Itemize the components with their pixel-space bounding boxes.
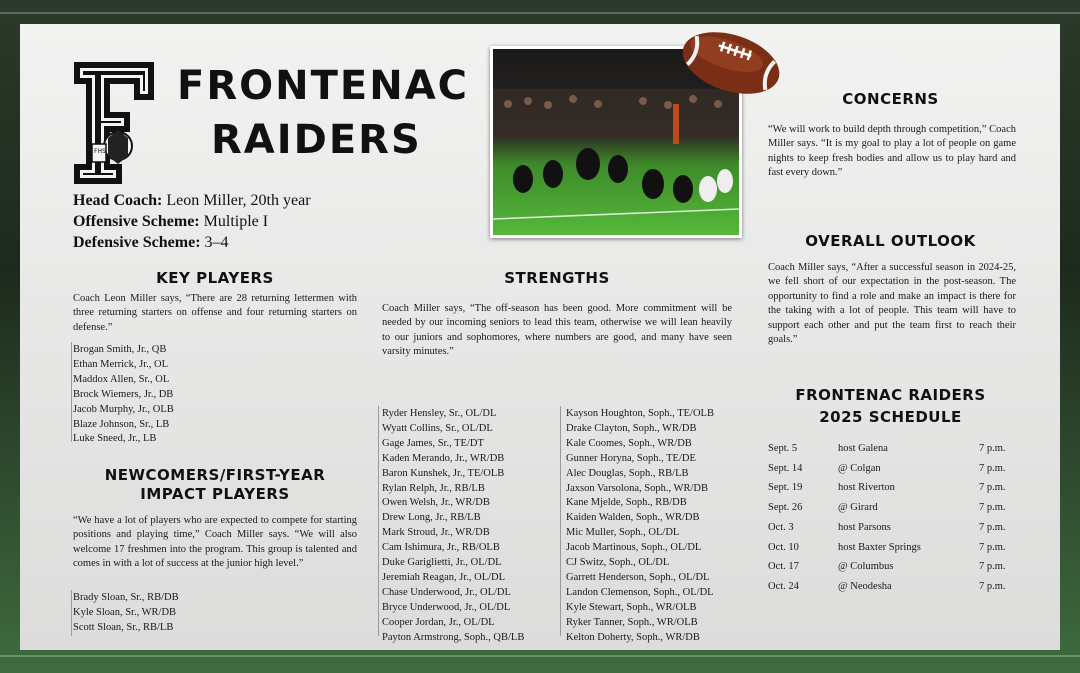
schedule-row [768,443,1013,463]
schedule-row [768,581,1013,601]
schedule-time: 7 p.m. [979,482,1006,494]
player-list-item: Cam Ishimura, Jr., RB/OLB [382,542,500,554]
player-list-item: Blaze Johnson, Sr., LB [73,418,170,430]
player-list-item: Cooper Jordan, Jr., OL/DL [382,616,495,628]
schedule-row [768,542,1013,562]
offensive-scheme-row [73,211,268,232]
player-list-item: Payton Armstrong, Soph., QB/LB [382,631,525,643]
player-list-item: Mark Stroud, Jr., WR/DB [382,527,490,539]
player-list-item: Mic Muller, Soph., OL/DL [566,527,680,539]
team-logo [72,60,156,186]
schedule-row [768,463,1013,483]
key-players-list [73,343,357,447]
football-icon [676,26,786,100]
player-list-item: Gage James, Sr., TE/DT [382,437,484,449]
strengths-roster-divider-left [378,406,379,636]
offensive-scheme-label: Offensive Scheme: [73,213,200,230]
schedule-opponent: host Galena [838,443,888,454]
offensive-scheme-value: Multiple I [199,213,269,230]
player-list-item: Jeremiah Reagan, Jr., OL/DL [382,571,506,583]
player-list-item: Rylan Relph, Jr., RB/LB [382,482,485,494]
player-list-item: Kyle Sloan, Sr., WR/DB [73,606,177,618]
field-yard-line [0,12,1080,14]
team-title-line2: RAIDERS [211,117,422,163]
player-list-item: Drake Clayton, Soph., WR/DB [566,422,697,434]
player-list-item: Brady Sloan, Sr., RB/DB [73,592,179,603]
schedule-row [768,522,1013,542]
newcomers-divider [71,590,72,636]
schedule-heading-line1: FRONTENAC RAIDERS [795,386,986,404]
schedule-time: 7 p.m. [979,443,1006,454]
player-list-item: Jacob Murphy, Jr., OLB [73,403,174,415]
player-list-item: Landon Clemenson, Soph., OL/DL [566,586,714,598]
concerns-heading: CONCERNS [842,90,939,108]
content-panel [20,24,1060,650]
schedule-opponent: @ Columbus [838,561,894,573]
schedule-opponent: @ Girard [838,502,878,514]
schedule-opponent: @ Neodesha [838,580,892,592]
player-list-item: Baron Kunshek, Jr., TE/OLB [382,467,505,479]
schedule-date: Oct. 17 [768,561,799,573]
schedule-row [768,502,1013,522]
player-list-item: Brogan Smith, Jr., QB [73,344,167,355]
key-players-divider [71,342,72,442]
schedule-opponent: host Parsons [838,521,891,533]
strengths-roster-right [566,407,746,646]
player-list-item: Garrett Henderson, Soph., OL/DL [566,571,710,583]
player-list-item: Bryce Underwood, Jr., OL/DL [382,601,511,613]
logo-badge-text: FHS [94,148,106,155]
player-list-item: CJ Switz, Soph., OL/DL [566,557,670,569]
head-coach-row [73,190,311,211]
player-list-item: Scott Sloan, Sr., RB/LB [73,621,174,633]
schedule-date: Sept. 26 [768,502,803,514]
key-players-quote: Coach Leon Miller says, “There are 28 returning lettermen with three returning starters on offense and four returning starters on defense.” [73,293,357,333]
strengths-roster-left [382,407,554,646]
newcomers-list [73,591,357,636]
schedule-opponent: @ Colgan [838,462,881,474]
schedule-date: Sept. 5 [768,443,798,454]
player-list-item: Ethan Merrick, Jr., OL [73,358,169,370]
schedule-row [768,561,1013,581]
schedule-time: 7 p.m. [979,462,1006,474]
player-list-item: Ryder Hensley, Sr., OL/DL [382,408,497,419]
player-list-item: Gunner Horyna, Soph., TE/DE [566,452,696,464]
player-list-item: Jaxson Varsolona, Soph., WR/DB [566,482,708,494]
player-list-item: Drew Long, Jr., RB/LB [382,512,481,524]
outlook-heading: OVERALL OUTLOOK [805,232,976,250]
player-list-item: Alec Douglas, Soph., RB/LB [566,467,689,479]
schedule-time: 7 p.m. [979,541,1006,553]
schedule-time: 7 p.m. [979,521,1006,533]
player-list-item: Duke Gariglietti, Jr., OL/DL [382,557,502,569]
player-list-item: Kane Mjelde, Soph., RB/DB [566,497,687,509]
key-players-heading: KEY PLAYERS [156,269,274,287]
player-list-item: Wyatt Collins, Sr., OL/DL [382,422,493,434]
player-list-item: Maddox Allen, Sr., OL [73,373,170,385]
outlook-quote: Coach Miller says, “After a successful season in 2024-25, we fell short of our expectation in the post-season. The opportunity to find a role and make an impact is there for the taking with a lot of people. This team will have to support each other and put the team first to reach their goals.” [768,262,1016,346]
concerns-quote: “We will work to build depth through competition,” Coach Miller says. “It is my goal to play a lot of people on game nights to keep fresh bodies and allow us to play hard and fast every down.” [768,124,1016,179]
schedule-table [768,443,1013,603]
player-list-item: Brock Wiemers, Jr., DB [73,388,174,400]
strengths-roster-divider-right [560,406,561,636]
schedule-date: Sept. 19 [768,482,803,494]
schedule-time: 7 p.m. [979,580,1006,592]
schedule-date: Oct. 3 [768,521,794,533]
head-coach-value: Leon Miller, 20th year [162,192,311,209]
newcomers-heading-line1: NEWCOMERS/FIRST-YEAR [104,466,326,484]
schedule-time: 7 p.m. [979,502,1006,514]
schedule-date: Oct. 10 [768,541,799,553]
schedule-heading-line2: 2025 SCHEDULE [819,408,962,426]
player-list-item: Kaden Merando, Jr., WR/DB [382,452,505,464]
defensive-scheme-value: 3–4 [200,234,229,251]
schedule-opponent: host Riverton [838,482,895,494]
player-list-item: Kelton Doherty, Soph., WR/DB [566,631,700,643]
schedule-row [768,482,1013,502]
team-title-line1: FRONTENAC [177,63,470,109]
player-list-item: Owen Welsh, Jr., WR/DB [382,497,490,509]
player-list-item: Ryker Tanner, Soph., WR/OLB [566,616,698,628]
newcomers-quote: “We have a lot of players who are expected to compete for starting positions and playing time,” Coach Miller says. “We will also welcome 17 freshmen into the program. This group is talented and comes in with a lot of success at the junior high level.” [73,515,357,570]
newcomers-heading-line2: IMPACT PLAYERS [140,485,290,503]
schedule-date: Sept. 14 [768,462,803,474]
player-list-item: Luke Sneed, Jr., LB [73,433,157,445]
player-list-item: Kyle Stewart, Soph., WR/OLB [566,601,697,613]
player-list-item: Chase Underwood, Jr., OL/DL [382,586,511,598]
schedule-opponent: host Baxter Springs [838,541,921,553]
player-list-item: Kale Coomes, Soph., WR/DB [566,437,692,449]
strengths-heading: STRENGTHS [504,269,610,287]
schedule-time: 7 p.m. [979,561,1006,573]
strengths-quote: Coach Miller says, “The off-season has been good. More commitment will be needed by our incoming seniors to lead this team, otherwise we will lean heavily to our juniors and sophomores, where numbers are good, and many have seen varsity minutes.” [382,303,732,358]
player-list-item: Kayson Houghton, Soph., TE/OLB [566,408,714,419]
player-list-item: Jacob Martinous, Soph., OL/DL [566,542,702,554]
field-yard-line [0,655,1080,657]
defensive-scheme-row [73,232,229,253]
player-list-item: Kaiden Walden, Soph., WR/DB [566,512,700,524]
head-coach-label: Head Coach: [73,192,163,209]
schedule-date: Oct. 24 [768,580,799,592]
defensive-scheme-label: Defensive Scheme: [73,234,201,251]
